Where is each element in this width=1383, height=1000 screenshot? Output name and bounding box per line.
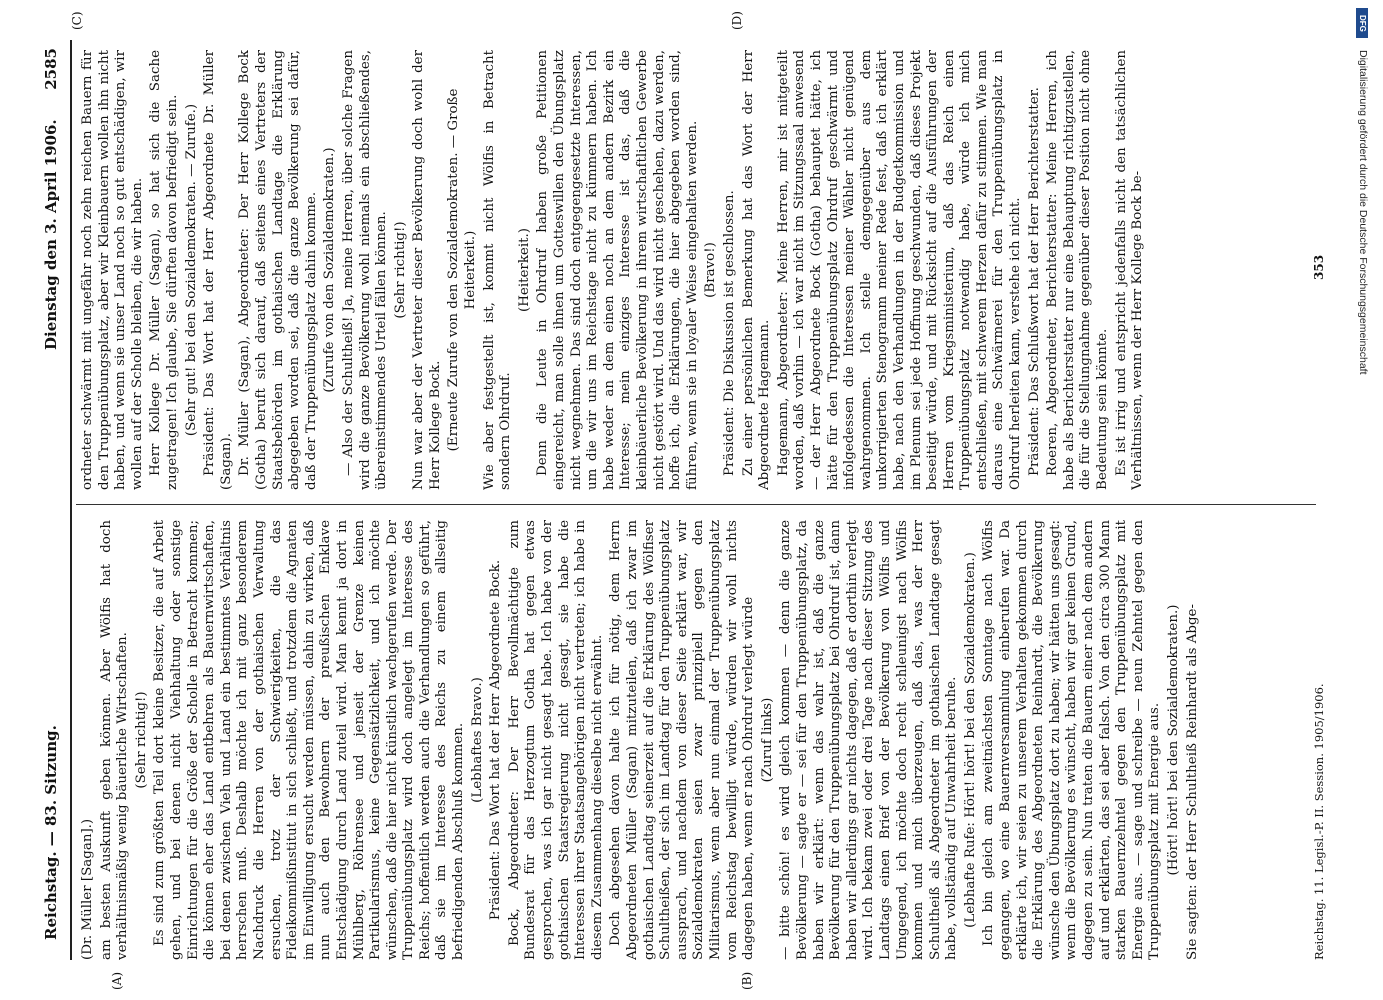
paragraph: Wie aber festgestellt ist, kommt nicht Wölfis in Betracht sondern Ohrdruf. xyxy=(481,50,514,490)
dfg-logo: DFG xyxy=(1356,8,1368,38)
interjection: (Heiterkeit.) xyxy=(516,228,532,312)
paragraph: (Dr. Müller [Sagan].) xyxy=(80,818,95,960)
paragraph: Zu einer persönlichen Bemerkung hat das Wort der Herr Abgeordnete Hagemann. xyxy=(740,50,773,490)
speaker-announcement: Präsident: Das Schlußwort hat der Herr Berichterstatter. xyxy=(1026,87,1042,476)
interjection: (Zurufe von den Sozialdemokraten.) xyxy=(322,147,338,393)
interjection: (Erneute Zurufe von den Sozialdemokraten. — Große Heiterkeit.) xyxy=(446,88,479,452)
margin-mark-a: (A) xyxy=(110,971,124,990)
header-date: Dienstag den 3. April 1906. xyxy=(42,119,60,350)
header-session: Reichstag. — 83. Sitzung. xyxy=(42,725,60,940)
right-column xyxy=(80,50,1300,490)
interjection: (Zuruf links) xyxy=(759,697,775,783)
column-divider xyxy=(76,504,1316,505)
interjection: (Sehr richtig!) xyxy=(392,221,408,319)
paragraph: Sie sagten: der Herr Schultheiß Reinhardt als Abge- xyxy=(1184,604,1200,960)
speaker-announcement: Präsident: Das Wort hat der Herr Abgeordnete Dr. Müller (Sagan). xyxy=(202,50,234,490)
margin-mark-b: (B) xyxy=(740,971,754,990)
funding-note-text: Digitalisierung gefördert durch die Deutsche Forschungsgemeinschaft xyxy=(1357,50,1369,375)
margin-mark-d: (D) xyxy=(730,11,744,30)
paragraph: Herr Kollege Dr. Müller (Sagan), so hat sich die Sache zugetragen! Ich glaube, Sie dürften davon befriedigt sein. xyxy=(148,50,180,490)
paragraph: am besten Auskunft geben können. Aber Wölfis hat doch verhältnismäßig wenig bäuerliche Wirtschaften. xyxy=(98,520,131,960)
header-rule xyxy=(70,40,72,960)
paragraph: — Also der Schultheiß! Ja, meine Herren, über solche Fragen wird die ganze Bevölkerung wohl niemals ein abschließendes, übereinstimmendes Urteil fällen können. xyxy=(340,50,390,490)
paragraph: Bock, Abgeordneter: Der Herr Bevollmächtigte zum Bundesrat für das Herzogtum Gotha hat gegen etwas gesprochen, was ich gar nicht gesagt habe. Ich habe von der gothaischen Staatsregierung nicht gesagt, sie habe die Interessen ihrer Staatsangehörigen nicht vertreten; ich habe in diesem Zusammenhang dieselbe nicht erwähnt. xyxy=(506,520,605,960)
paragraph: Es ist irrig und entspricht jedenfalls nicht den tatsächlichen Verhältnissen, wenn der Herr Kollege Bock be- xyxy=(1113,50,1146,490)
footer-left: Reichstag. 11. Legisl.-P. II. Session. 1905/1906. xyxy=(1312,683,1326,960)
paragraph: Dr. Müller (Sagan), Abgeordneter: Der Herr Kollege Bock (Gotha) beruft sich darauf, daß seitens eines Vertreters der Staatsbehörden im gothaischen Landtage die Erklärung abgegeben worden sei, daß die ganze Bevölkerung sei dafür, daß der Truppenübungsplatz dahin komme. xyxy=(237,50,319,490)
rotated-page-content xyxy=(40,11,1340,990)
margin-mark-c: (C) xyxy=(70,11,84,30)
interjection: (Bravo!) xyxy=(703,242,719,298)
interjection: (Lebhaftes Bravo.) xyxy=(469,677,485,803)
left-column xyxy=(80,520,1300,960)
speaker-announcement: Präsident: Die Diskussion ist geschlossen. xyxy=(721,190,737,476)
funding-note xyxy=(1355,10,1369,1000)
page-number: 2585 xyxy=(42,48,60,90)
paragraph: ordneter schwärmt mit ungefähr noch zehn reichen Bauern für den Truppenübungsplatz, aber wir Kleinbauern wollen ihn nicht haben, und wenn sie unser Land noch so gut entschädigen, wir wollen auf der Scholle bleiben, die wir haben. xyxy=(80,50,145,490)
signature-number: 353 xyxy=(1312,254,1326,280)
paragraph: Roeren, Abgeordneter, Berichterstatter: Meine Herren, ich habe als Berichterstatter nur eine Behauptung richtigzustellen, die für die Stellungnahme gegenüber dieser Position nicht ohne Bedeutung sein könnte. xyxy=(1045,50,1111,490)
running-header xyxy=(40,40,66,960)
paragraph: Doch abgesehen davon halte ich für nötig, dem Herrn Abgeordneten Müller (Sagan) mitzuteilen, daß ich zwar im gothaischen Landtag seinerzeit auf die Erklärung des Wölfiser Schultheißen, der sich im Landtag für den Truppenübungsplatz aussprach, und nachdem von dieser Seite erklärt war, wir Sozialdemokraten seien zwar prinzipiell gegen den Militarismus, wenn aber nun einmal der Truppenübungsplatz vom Reichstag bewilligt würde, würden wir wohl nichts dagegen haben, wenn er nach Ohrdruf verlegt würde xyxy=(608,520,757,960)
paragraph: Ich bin gleich am zweitnächsten Sonntage nach Wölfis gegangen, wo eine Bauernversammlung einberufen war. Da erklärte ich, wir seien zu unserem Verhalten gekommen durch die Erklärung des Abgeordneten Reinhardt, die Bevölkerung wünsche den Übungsplatz dort zu haben; wir hätten uns gesagt: wenn die Bevölkerung es wünscht, haben wir gar keinen Grund, dagegen zu sein. Nun traten die Bauern einer nach dem andern auf und erklärten, das sei aber falsch. Von den circa 300 Mann starken Bauernzehntel gegen den Truppenübungsplatz mit Energie aus. — sage und schreibe — neun Zehntel gegen den Truppenübungsplatz mit Energie aus. xyxy=(981,520,1163,960)
paragraph: Hagemann, Abgeordneter: Meine Herren, mir ist mitgeteilt worden, daß vorhin — ich war nicht im Sitzungssaal anwesend — der Herr Abgeordnete Bock (Gotha) behauptet hätte, ich hätte für den Truppenübungsplatz Ohrdruf geschwärmt und infolgedessen die Interessen meiner Wähler nicht genügend wahrgenommen. Ich stelle demgegenüber aus dem unkorrigierten Stenogramm meiner Rede fest, daß ich erklärt habe, nach den Verhandlungen in der Budgetkommission und im Plenum sei jede Hoffnung geschwunden, daß dieses Projekt beseitigt würde, und mit Rücksicht auf die Ausführungen der Herren vom Kriegsministerium, daß das Reich einen Truppenübungsplatz notwendig habe, würde ich mich entschließen, mit schwerem Herzen dafür zu stimmen. Wie man daraus eine Schwärmerei für den Truppenübungsplatz in Ohrdruf herleiten kann, verstehe ich nicht. xyxy=(775,50,1024,490)
interjection: (Lebhafte Rufe: Hört! hört! bei den Sozialdemokraten.) xyxy=(962,552,978,928)
paragraph: — bitte schön! es wird gleich kommen — denn die ganze Bevölkerung — sagte er — sei für den Truppenübungsplatz, da haben wir erklärt: wenn das wahr ist, daß die ganze Bevölkerung für den Truppenübungsplatz bei Ohrdruf ist, dann haben wir allerdings gar nichts dagegen, daß er dorthin verlegt wird. Ich bekam zwei oder drei Tage nach dieser Sitzung des Landtags einen Brief von der Bevölkerung von Wölfis und Umgegend, ich möchte doch recht schleunigst nach Wölfis kommen und mich überzeugen, daß das, was der Herr Schultheiß als Abgeordneter im gothaischen Landtage gesagt habe, vollständig auf Unwahrheit beruhe. xyxy=(778,520,960,960)
paragraph: Nun war aber der Vertreter dieser Bevölkerung doch wohl der Herr Kollege Bock. xyxy=(411,50,443,490)
interjection: (Hört! hört! bei den Sozialdemokraten.) xyxy=(1166,604,1181,876)
paragraph: Es sind zum größten Teil dort kleine Besitzer, die auf Arbeit gehen, und bei denen nicht Viehhaltung oder sonstige Einrichtungen für die Größe der Scholle in Betracht kommen; die können eher das Land entbehren als Bauernwirtschaften, bei denen zwischen Vieh und Land ein bestimmtes Verhältnis herrschen muß. Deshalb möchte ich mit ganz besonderem Nachdruck die Herren von der gothaischen Verwaltung ersuchen, trotz der Schwierigkeiten, die das Fideikommißinstitut in sich schließt, und trotzdem die Agnaten im Einwilligung ersucht werden müssen, dahin zu wirken, daß nun auch den Bewohnern der preußischen Enklave Entschädigung durch Land zuteil wird. Man kennt ja dort in Mühlberg, Röhrensee und jenseit der Grenze keinen Partikularismus, keine Gegensätzlichkeit, und ich möchte wünschen, daß die hier nicht künstlich wachgerufen werde. Der Truppenübungsplatz wird doch angelegt im Interesse des Reichs; hoffentlich werden auch die Verhandlungen so geführt, daß sie im Interesse des Reichs zu einem allseitig befriedigenden Abschluß kommen. xyxy=(152,520,467,960)
interjection: (Sehr richtig!) xyxy=(133,691,149,789)
paragraph: Denn die Leute in Ohrdruf haben große Petitionen eingereicht, man solle ihnen um Gotteswillen den Übungsplatz nicht wegnehmen. Das sind doch entgegengesetzte Interessen, um die wir uns im Reichstage nicht zu kümmern haben. Ich habe weder an dem einen noch an dem andern Bezirk ein Interesse; mein einziges Interesse ist das, daß die kleinbäuerliche Bevölkerung in ihrem wirtschaftlichen Gewerbe nicht gestört wird. Und das wird nicht geschehen, dazu werden, hoffe ich, die Erklärungen, die hier abgegeben worden sind, führen, wenn sie in loyaler Weise eingehalten werden. xyxy=(535,50,700,490)
speaker-announcement: Präsident: Das Wort hat der Herr Abgeordnete Bock. xyxy=(488,559,504,921)
interjection: (Sehr gut! bei den Sozialdemokraten. — Zurufe.) xyxy=(183,103,199,437)
